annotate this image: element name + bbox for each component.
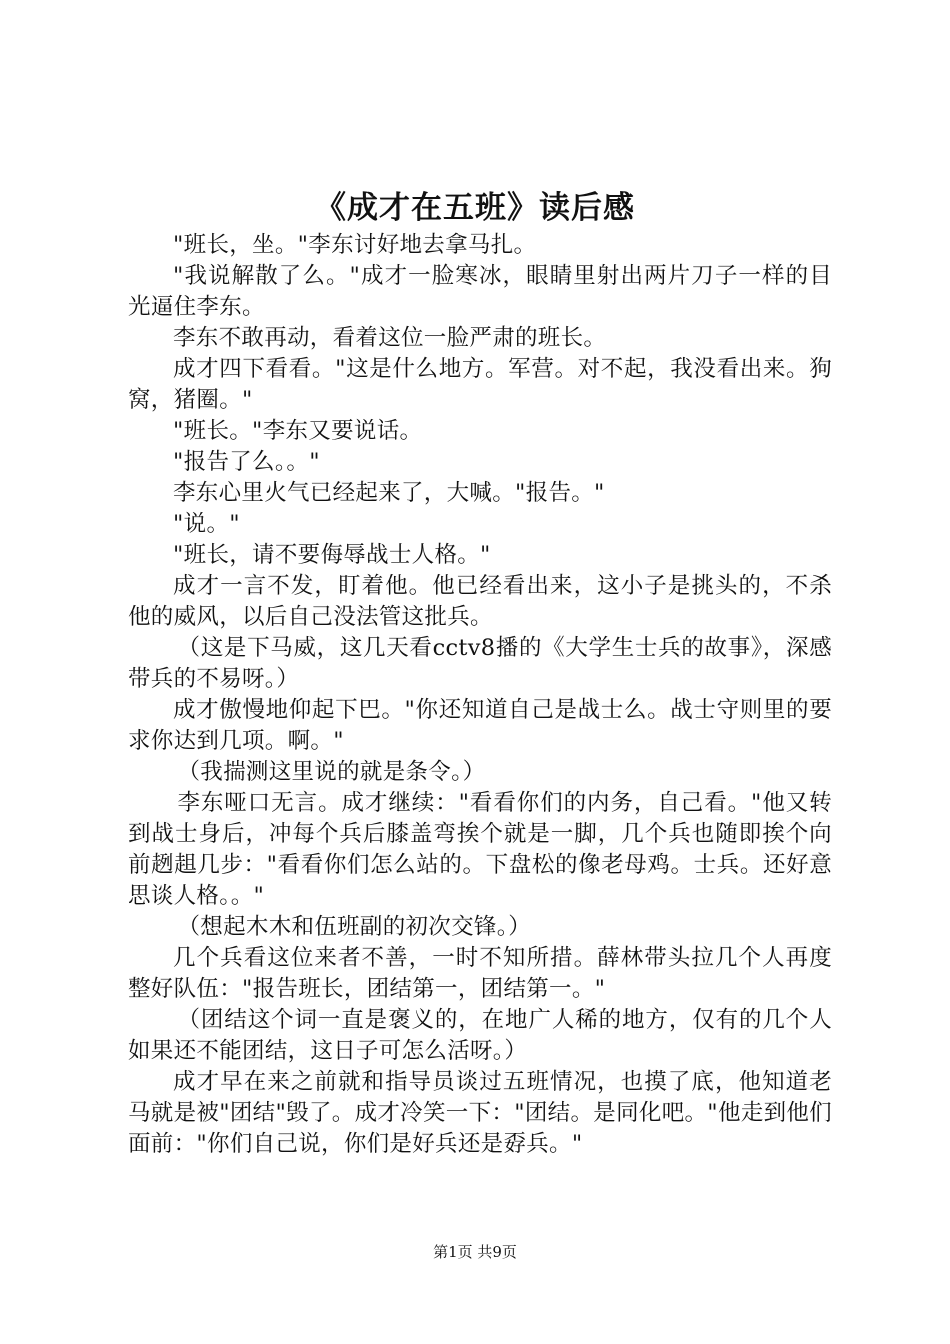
aside-paragraph: （团结这个词一直是褒义的，在地广人稀的地方，仅有的几个人如果还不能团结，这日子可怎么活呀。） [128, 1007, 832, 1064]
paragraph: 李东心里火气已经起来了，大喊。"报告。" [173, 480, 605, 506]
aside-paragraph: （想起木木和伍班副的初次交锋。） [177, 914, 532, 940]
paragraph: 成才一言不发，盯着他。他已经看出来，这小子是挑头的，不杀他的威风，以后自己没法管这批兵。 [128, 573, 832, 630]
paragraph: "班长，请不要侮辱战士人格。" [173, 542, 491, 568]
paragraph: "报告了么。。" [173, 449, 320, 475]
page-number-footer: 第1页 共9页 [433, 1243, 517, 1261]
document-body [128, 230, 832, 1160]
document-title: 《成才在五班》读后感 [315, 190, 635, 226]
aside-paragraph: （这是下马威，这几天看cctv8播的《大学生士兵的故事》，深感带兵的不易呀。） [128, 635, 832, 692]
paragraph: "班长。"李东又要说话。 [173, 418, 423, 444]
paragraph: 成才早在来之前就和指导员谈过五班情况，也摸了底，他知道老马就是被"团结"毁了。成才冷笑一下："团结。是同化吧。"他走到他们面前："你们自己说，你们是好兵还是孬兵。" [128, 1069, 832, 1157]
paragraph: 李东哑口无言。成才继续："看看你们的内务，自己看。"他又转到战士身后，冲每个兵后膝盖弯挨个就是一脚，几个兵也随即挨个向前趔趄几步："看看你们怎么站的。下盘松的像老母鸡。士兵。还好意思谈人格。。" [128, 790, 832, 909]
paragraph: "说。" [173, 511, 240, 537]
paragraph: "班长，坐。"李东讨好地去拿马扎。 [173, 232, 537, 258]
aside-paragraph: （我揣测这里说的就是条令。） [177, 759, 486, 785]
paragraph: 成才傲慢地仰起下巴。"你还知道自己是战士么。战士守则里的要求你达到几项。啊。" [128, 697, 832, 754]
paragraph: "我说解散了么。"成才一脸寒冰，眼睛里射出两片刀子一样的目光逼住李东。 [128, 263, 832, 320]
paragraph: 李东不敢再动，看着这位一脸严肃的班长。 [173, 325, 607, 351]
paragraph: 几个兵看这位来者不善，一时不知所措。薛林带头拉几个人再度整好队伍："报告班长，团结第一，团结第一。" [128, 945, 832, 1002]
paragraph: 成才四下看看。"这是什么地方。军营。对不起，我没看出来。狗窝，猪圈。" [128, 356, 832, 413]
